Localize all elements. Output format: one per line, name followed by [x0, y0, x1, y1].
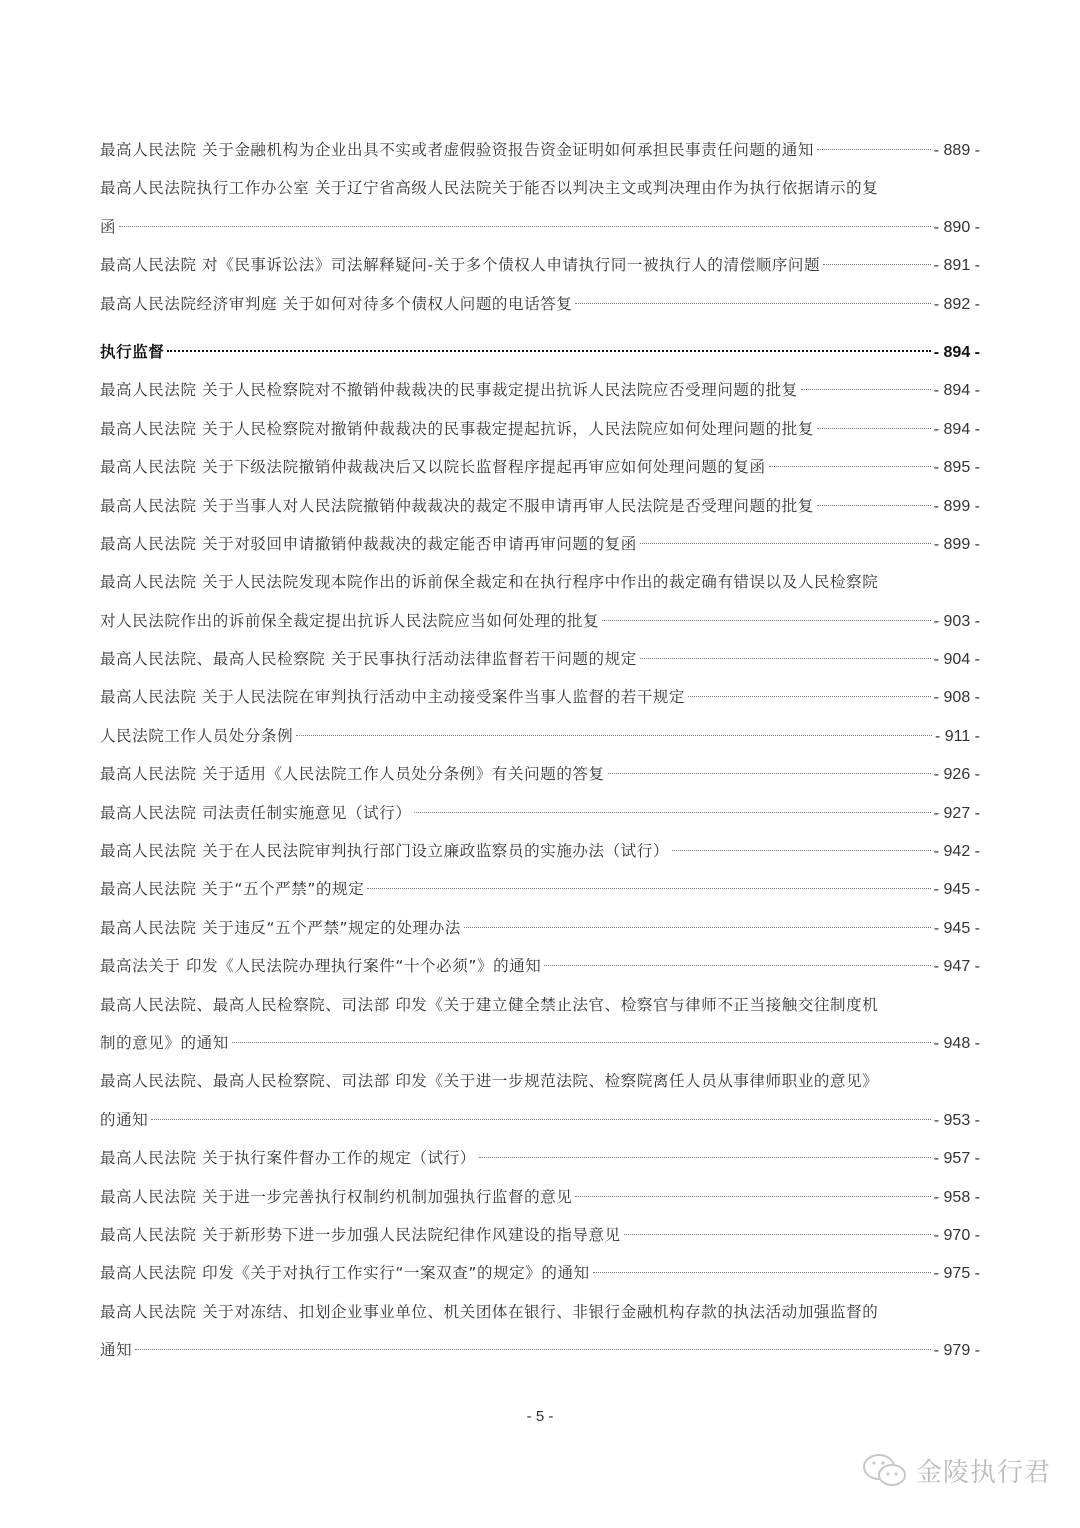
- toc-entry[interactable]: [100, 1293, 980, 1370]
- toc-entry[interactable]: [100, 794, 980, 832]
- toc-line: [100, 1178, 980, 1216]
- dot-leader: [119, 226, 931, 227]
- toc-title: 最高人民法院 对《民事诉讼法》司法解释疑问-关于多个债权人申请执行同一被执行人的清偿顺序问题: [100, 256, 821, 275]
- toc-line: [100, 131, 980, 169]
- toc-title: 最高人民法院 关于适用《人民法院工作人员处分条例》有关问题的答复: [100, 765, 605, 784]
- dot-leader: [593, 1272, 931, 1273]
- toc-title: 制的意见》的通知: [100, 1033, 229, 1052]
- dot-leader: [688, 696, 931, 697]
- toc-line: [100, 1254, 980, 1292]
- toc-title: 最高人民法院 关于“五个严禁”的规定: [100, 880, 365, 899]
- dot-leader: [801, 389, 931, 390]
- toc-entry[interactable]: [100, 640, 980, 678]
- toc-page-number: - 911 -: [934, 727, 980, 745]
- toc-line: [100, 1331, 980, 1369]
- toc-title: 最高法关于 印发《人民法院办理执行案件“十个必须”》的通知: [100, 957, 542, 976]
- toc-line: [100, 794, 980, 832]
- toc-entry[interactable]: [100, 169, 980, 246]
- toc-entry[interactable]: [100, 371, 980, 409]
- toc-title: 对人民法院作出的诉前保全裁定提出抗诉人民法院应当如何处理的批复: [100, 611, 600, 630]
- toc-title: 最高人民法院 关于当事人对人民法院撤销仲裁裁决的裁定不服申请再审人民法院是否受理问题的批复: [100, 496, 814, 515]
- toc-entry[interactable]: [100, 1139, 980, 1177]
- toc-page-number: - 899 -: [933, 497, 980, 515]
- dot-leader: [575, 303, 930, 304]
- toc-page-number: - 975 -: [933, 1265, 980, 1283]
- toc-entry[interactable]: [100, 717, 980, 755]
- toc-page-number: - 899 -: [933, 535, 980, 553]
- dot-leader: [608, 773, 931, 774]
- toc-entry[interactable]: [100, 410, 980, 448]
- toc-line: [100, 678, 980, 716]
- toc-line: [100, 986, 980, 1024]
- toc-title: 最高人民法院 关于对冻结、扣划企业事业单位、机关团体在银行、非银行金融机构存款的执法活动加强监督的: [100, 1302, 879, 1321]
- dot-leader: [167, 350, 930, 352]
- toc-title: 最高人民法院 关于进一步完善执行权制约机制加强执行监督的意见: [100, 1187, 573, 1206]
- dot-leader: [817, 428, 931, 429]
- watermark-text: 金陵执行君: [916, 1458, 1052, 1488]
- toc-line: [100, 448, 980, 486]
- toc-line: [100, 947, 980, 985]
- toc-line: [100, 169, 980, 207]
- toc-title: 人民法院工作人员处分条例: [100, 726, 294, 745]
- toc-page-number: - 891 -: [933, 257, 980, 275]
- toc-line: [100, 285, 980, 323]
- toc-page-number: - 895 -: [933, 459, 980, 477]
- toc-section-heading[interactable]: [100, 333, 980, 371]
- toc-line: [100, 832, 980, 870]
- dot-leader: [817, 149, 931, 150]
- toc-line: [100, 487, 980, 525]
- toc-title: 最高人民法院 印发《关于对执行工作实行“一案双查”的规定》的通知: [100, 1264, 590, 1283]
- toc-title: 执行监督: [100, 342, 165, 361]
- toc-entry[interactable]: [100, 285, 980, 323]
- toc-page-number: - 894 -: [933, 420, 980, 438]
- toc-title: 最高人民法院 关于人民法院在审判执行活动中主动接受案件当事人监督的若干规定: [100, 688, 686, 707]
- toc-entry[interactable]: [100, 755, 980, 793]
- toc-page-number: - 908 -: [933, 689, 980, 707]
- toc-title: 最高人民法院 关于新形势下进一步加强人民法院纪律作风建设的指导意见: [100, 1225, 621, 1244]
- toc-line: [100, 208, 980, 246]
- toc-entry[interactable]: [100, 131, 980, 169]
- toc-entry[interactable]: [100, 832, 980, 870]
- dot-leader: [479, 1157, 931, 1158]
- toc-line: [100, 1216, 980, 1254]
- toc-line: [100, 602, 980, 640]
- toc-line: [100, 410, 980, 448]
- toc-page-number: - 970 -: [933, 1226, 980, 1244]
- watermark: [862, 1452, 1051, 1489]
- toc-line: [100, 1139, 980, 1177]
- toc-entry[interactable]: [100, 870, 980, 908]
- dot-leader: [817, 505, 931, 506]
- toc-page-number: - 892 -: [933, 295, 980, 313]
- toc-line: [100, 1101, 980, 1139]
- toc-entry[interactable]: [100, 525, 980, 563]
- table-of-contents: [100, 131, 980, 1370]
- toc-page-number: - 903 -: [933, 612, 980, 630]
- toc-line: [100, 909, 980, 947]
- dot-leader: [544, 965, 930, 966]
- toc-line: [100, 333, 980, 371]
- dot-leader: [640, 658, 931, 659]
- toc-title: 最高人民法院 关于人民检察院对撤销仲裁裁决的民事裁定提起抗诉，人民法院应如何处理问题的批复: [100, 419, 814, 438]
- dot-leader: [135, 1349, 931, 1350]
- toc-entry[interactable]: [100, 947, 980, 985]
- toc-entry[interactable]: [100, 678, 980, 716]
- dot-leader: [464, 927, 931, 928]
- toc-entry[interactable]: [100, 1254, 980, 1292]
- dot-leader: [232, 1042, 931, 1043]
- toc-line: [100, 1293, 980, 1331]
- toc-line: [100, 1062, 980, 1100]
- toc-line: [100, 1024, 980, 1062]
- dot-leader: [296, 735, 932, 736]
- toc-title: 最高人民法院 关于下级法院撤销仲裁裁决后又以院长监督程序提起再审应如何处理问题的复函: [100, 458, 766, 477]
- toc-title: 最高人民法院 关于人民法院发现本院作出的诉前保全裁定和在执行程序中作出的裁定确有错误以及人民检察院: [100, 573, 879, 592]
- toc-page-number: - 889 -: [933, 142, 980, 159]
- toc-line: [100, 870, 980, 908]
- toc-page-number: - 953 -: [933, 1111, 980, 1129]
- dot-leader: [575, 1196, 930, 1197]
- dot-leader: [414, 812, 930, 813]
- toc-title: 最高人民法院 司法责任制实施意见（试行）: [100, 803, 412, 822]
- toc-title: 最高人民法院执行工作办公室 关于辽宁省高级人民法院关于能否以判决主文或判决理由作为执行依据请示的复: [100, 179, 879, 198]
- dot-leader: [367, 888, 930, 889]
- toc-title: 通知: [100, 1341, 133, 1360]
- toc-entry[interactable]: [100, 1216, 980, 1254]
- toc-page-number: - 942 -: [933, 843, 980, 861]
- toc-page-number: - 890 -: [933, 218, 980, 236]
- toc-line: [100, 246, 980, 284]
- toc-title: 最高人民法院 关于执行案件督办工作的规定（试行）: [100, 1149, 476, 1168]
- toc-entry[interactable]: [100, 563, 980, 640]
- toc-title: 的通知: [100, 1110, 149, 1129]
- page-number: - 5 -: [526, 1408, 554, 1425]
- dot-leader: [769, 466, 931, 467]
- toc-title: 最高人民法院 关于在人民法院审判执行部门设立廉政监察员的实施办法（试行）: [100, 842, 670, 861]
- toc-title: 最高人民法院、最高人民检察院 关于民事执行活动法律监督若干问题的规定: [100, 650, 637, 669]
- toc-line: [100, 755, 980, 793]
- toc-entry[interactable]: [100, 986, 980, 1063]
- toc-page-number: - 958 -: [933, 1188, 980, 1206]
- toc-entry[interactable]: [100, 246, 980, 284]
- dot-leader: [640, 543, 931, 544]
- toc-title: 函: [100, 217, 117, 236]
- toc-page-number: - 945 -: [933, 919, 980, 937]
- toc-entry[interactable]: [100, 1178, 980, 1216]
- toc-title: 最高人民法院 关于对驳回申请撤销仲裁裁决的裁定能否申请再审问题的复函: [100, 534, 637, 553]
- toc-page-number: - 948 -: [933, 1034, 980, 1052]
- toc-entry[interactable]: [100, 487, 980, 525]
- toc-page-number: - 926 -: [933, 766, 980, 784]
- toc-line: [100, 640, 980, 678]
- toc-page-number: - 927 -: [933, 804, 980, 822]
- wechat-icon: [862, 1453, 908, 1489]
- toc-title: 最高人民法院 关于违反“五个严禁”规定的处理办法: [100, 918, 461, 937]
- dot-leader: [823, 264, 931, 265]
- dot-leader: [602, 620, 931, 621]
- dot-leader: [672, 850, 931, 851]
- toc-page-number: - 904 -: [933, 651, 980, 669]
- toc-entry[interactable]: [100, 909, 980, 947]
- toc-title: 最高人民法院 关于金融机构为企业出具不实或者虚假验资报告资金证明如何承担民事责任问题的通知: [100, 141, 814, 159]
- toc-page-number: - 957 -: [933, 1150, 980, 1168]
- toc-line: [100, 371, 980, 409]
- toc-title: 最高人民法院、最高人民检察院、司法部 印发《关于建立健全禁止法官、检察官与律师不正当接触交往制度机: [100, 995, 879, 1014]
- toc-page-number: - 945 -: [933, 881, 980, 899]
- dot-leader: [151, 1119, 930, 1120]
- toc-entry[interactable]: [100, 1062, 980, 1139]
- toc-title: 最高人民法院 关于人民检察院对不撤销仲裁裁决的民事裁定提出抗诉人民法院应否受理问题的批复: [100, 381, 798, 400]
- dot-leader: [624, 1234, 931, 1235]
- toc-page-number: - 894 -: [933, 343, 980, 361]
- toc-entry[interactable]: [100, 448, 980, 486]
- toc-line: [100, 563, 980, 601]
- toc-line: [100, 525, 980, 563]
- toc-title: 最高人民法院经济审判庭 关于如何对待多个债权人问题的电话答复: [100, 294, 573, 313]
- toc-title: 最高人民法院、最高人民检察院、司法部 印发《关于进一步规范法院、检察院离任人员从事律师职业的意见》: [100, 1072, 879, 1091]
- toc-page-number: - 979 -: [933, 1342, 980, 1360]
- toc-page-number: - 947 -: [933, 958, 980, 976]
- toc-page-number: - 894 -: [933, 382, 980, 400]
- toc-line: [100, 717, 980, 755]
